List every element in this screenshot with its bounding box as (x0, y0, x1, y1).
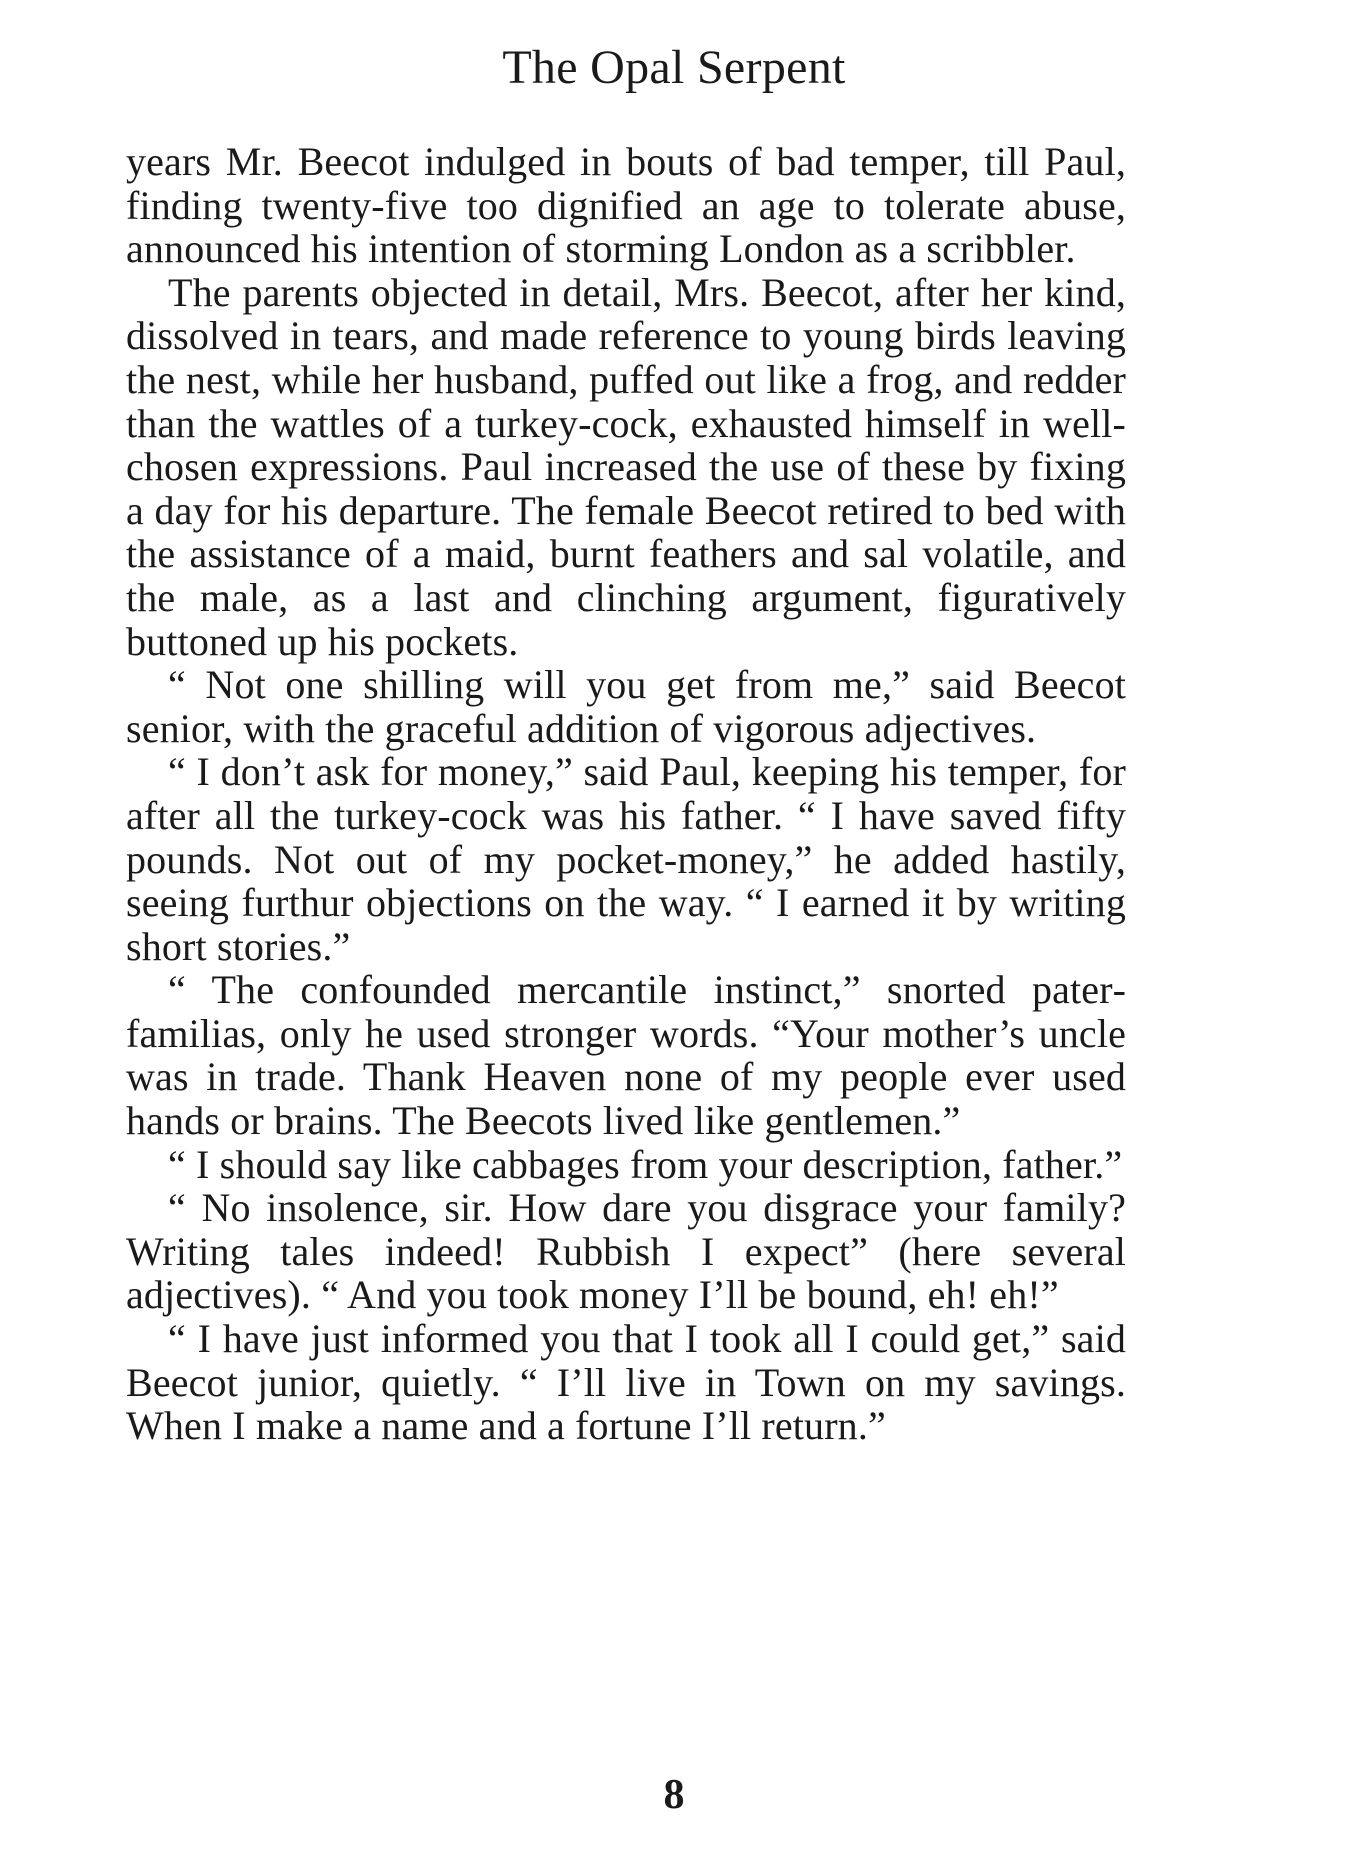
paragraph: years Mr. Beecot indulged in bouts of bad temper, till Paul, finding twenty-five too dignified an age to tolerate abuse, announced his intention of storming London as a scribbler. (126, 139, 1126, 272)
paragraph: “ No insolence, sir. How dare you disgrace your family? Writing tales indeed! Rubbish I expect” (here several adjectives). “ And you took money I’ll be bound, eh! eh!” (126, 1185, 1126, 1318)
paragraph: The parents objected in detail, Mrs. Beecot, after her kind, dissolved in tears, and made reference to young birds leaving the nest, while her husband, puffed out like a frog, and redder than the wattles of a turkey-cock, exhausted himself in well-chosen expressions. Paul increased the use of these by fixing a day for his departure. The female Beecot retired to bed with the assistance of a maid, burnt feathers and sal volatile, and the male, as a last and clinching argument, figuratively buttoned up his pockets. (126, 269, 1126, 664)
paragraph: “ The confounded mercantile instinct,” snorted paterfamilias, only he used stronger words. “Your mother’s uncle was in trade. Thank Heaven none of my people ever used hands or brains. The Beecots lived like gentlemen.” (126, 967, 1126, 1144)
running-head: The Opal Serpent (502, 41, 846, 94)
paragraph: “ I have just informed you that I took all I could get,” said Beecot junior, quietly. “ I’ll live in Town on my savings. When I make a name and a fortune I’ll return.” (126, 1316, 1126, 1449)
body-text (126, 140, 1126, 1448)
paragraph: “ I don’t ask for money,” said Paul, keeping his temper, for after all the turkey-cock was his father. “ I have saved fifty pounds. Not out of my pocket-money,” he added hastily, seeing furthur objections on the way. “ I earned it by writing short stories.” (126, 749, 1126, 969)
page-number: 8 (663, 1772, 685, 1818)
paragraph: “ Not one shilling will you get from me,” said Beecot senior, with the graceful addition of vigorous adjectives. (126, 662, 1126, 751)
paragraph: “ I should say like cabbages from your description, father.” (168, 1141, 1123, 1187)
